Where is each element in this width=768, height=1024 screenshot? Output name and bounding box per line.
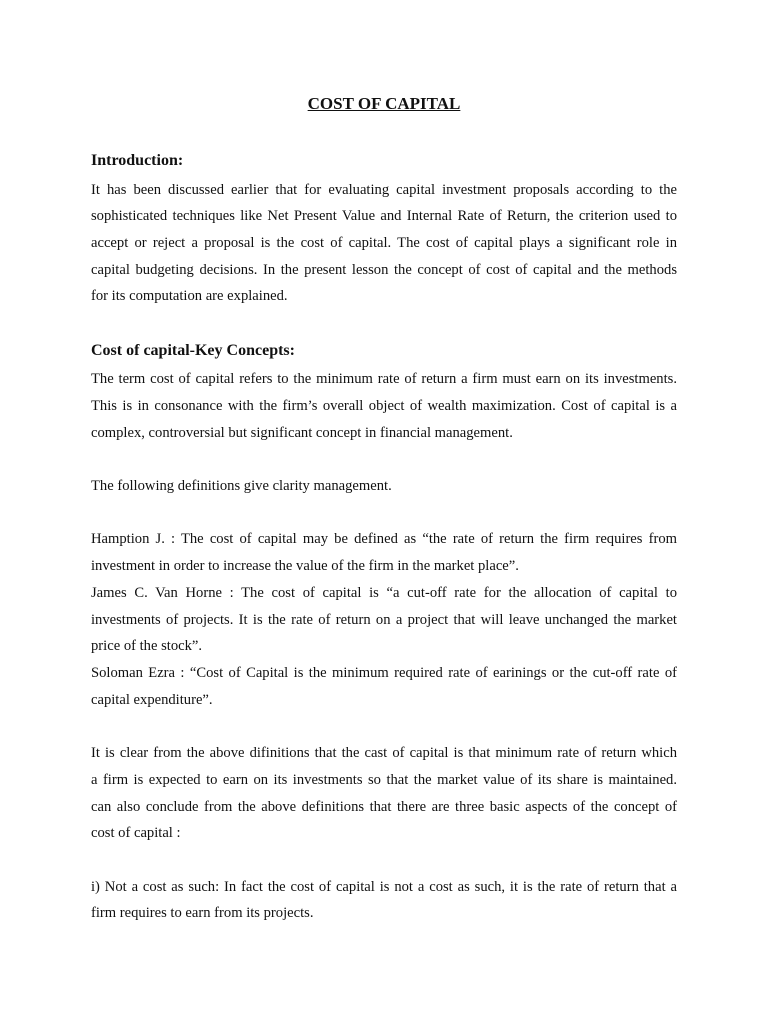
conclusion-line-2: a firm is expected to earn on its investments so that the market value of its share is maintained. [91,772,677,788]
aspect-1-line-1: i) Not a cost as such: In fact the cost of capital is not a cost as such, it is the rate of return that a [91,879,677,895]
definition-line-5: price of the stock”. [91,638,203,654]
aspect-1-line-2: firm requires to earn from its projects. [91,905,314,921]
definition-line-2: investment in order to increase the value of the firm in the market place”. [91,558,519,574]
definitions-intro: The following definitions give clarity management. [91,478,392,494]
definition-line-1: Hamption J. : The cost of capital may be defined as “the rate of return the firm requires from [91,531,677,547]
document-title: COST OF CAPITAL [307,94,461,113]
key-concepts-heading: Cost of capital-Key Concepts: [91,342,295,359]
conclusion-line-1: It is clear from the above difinitions that the cast of capital is that minimum rate of return which [91,745,677,761]
definition-line-3: James C. Van Horne : The cost of capital is “a cut-off rate for the allocation of capital to [91,585,677,601]
key-concepts-line-1: The term cost of capital refers to the minimum rate of return a firm must earn on its investments. [91,371,677,387]
introduction-heading: Introduction: [91,152,184,169]
intro-line-5: for its computation are explained. [91,288,288,304]
intro-line-4: capital budgeting decisions. In the present lesson the concept of cost of capital and the methods [91,262,677,278]
definition-line-7: capital expenditure”. [91,692,213,708]
key-concepts-line-3: complex, controversial but significant concept in financial management. [91,425,513,441]
intro-line-2: sophisticated techniques like Net Present Value and Internal Rate of Return, the criterion used to [91,208,677,224]
intro-line-3: accept or reject a proposal is the cost of capital. The cost of capital plays a significant role in [91,235,677,251]
definition-line-4: investments of projects. It is the rate of return on a project that will leave unchanged the market [91,612,677,628]
conclusion-line-3: can also conclude from the above definitions that there are three basic aspects of the concept of [91,799,677,815]
conclusion-line-4: cost of capital : [91,825,181,841]
definition-line-6: Soloman Ezra : “Cost of Capital is the minimum required rate of earinings or the cut-off rate of [91,665,677,681]
key-concepts-line-2: This is in consonance with the firm’s overall object of wealth maximization. Cost of capital is a [91,398,677,414]
intro-line-1: It has been discussed earlier that for evaluating capital investment proposals according to the [91,182,677,198]
